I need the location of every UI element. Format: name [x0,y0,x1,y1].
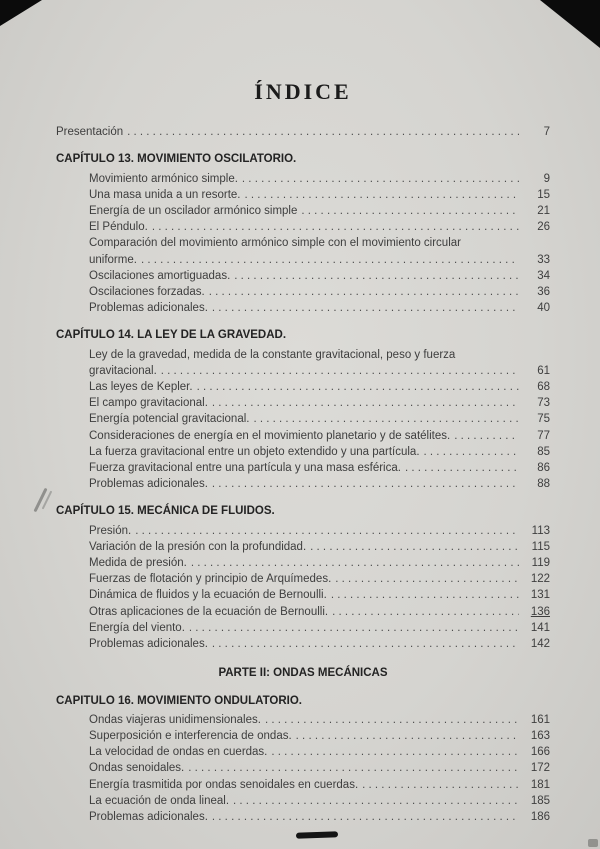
toc-entry-row [89,777,550,793]
page-number: 186 [530,810,550,823]
page-number: 141 [530,621,550,634]
dot-leader [212,809,519,825]
toc-entry [89,636,550,652]
page-number: 122 [530,573,550,586]
page-number: 21 [537,205,550,218]
entry-label: Energía trasmitida por ondas senoidales en cuerdas. [89,778,359,791]
page-number: 77 [537,429,550,442]
entry-label: uniforme. [89,253,137,266]
toc-entry-row [89,219,550,235]
dot-leader [127,124,519,140]
toc-entry-row [89,428,550,444]
dot-leader [301,203,519,219]
chapter-heading: CAPÍTULO 13. MOVIMIENTO OSCILATORIO. [56,153,297,166]
toc-entry [89,809,550,825]
part-heading: PARTE II: ONDAS MECÁNICAS [218,667,388,680]
dot-leader [296,728,519,744]
toc-entry-row [89,571,550,587]
toc-entry [89,347,550,379]
toc-entry [89,219,550,235]
toc-entry [56,124,550,140]
entry-label: gravitacional. [89,364,157,377]
entry-label: La fuerza gravitacional entre un objeto extendido y una partícula. [89,445,420,458]
dot-leader [197,379,519,395]
page-number: 86 [537,462,550,475]
toc-entry [89,411,550,427]
toc-entry [89,587,550,603]
page-number: 131 [530,589,550,602]
entry-label-line1: Comparación del movimiento armónico simple con el movimiento circular [89,237,461,250]
toc-entry-row [89,760,550,776]
entry-label: Energía del viento. [89,621,185,634]
toc-entry [89,777,550,793]
toc-entry [89,284,550,300]
page-number: 61 [537,364,550,377]
dot-leader [189,620,519,636]
entry-label: La velocidad de ondas en cuerdas. [89,746,268,759]
dot-leader [332,604,519,620]
page-number: 68 [537,381,550,394]
page-number: 142 [530,638,550,651]
toc-entry-row [89,187,550,203]
dot-leader [209,284,519,300]
toc-entry [89,744,550,760]
scan-speck-bottom-right [588,839,598,847]
entry-label: Ondas senoidales. [89,762,185,775]
toc-entry [89,604,550,620]
toc-entry-row [89,728,550,744]
dot-leader [191,555,519,571]
entry-label: Problemas adicionales. [89,302,208,315]
entry-label: Energía de un oscilador armónico simple [89,205,298,218]
page-number: 15 [537,188,550,201]
dot-leader [253,411,519,427]
toc-entry-row [89,539,550,555]
toc-entry [89,539,550,555]
entry-label: Problemas adicionales. [89,638,208,651]
page-number: 115 [531,540,550,553]
toc-entry [89,760,550,776]
page-number: 136 [530,605,550,618]
toc-entry [89,444,550,460]
page-title: ÍNDICE [254,79,352,104]
dot-leader [405,460,519,476]
entry-label: Variación de la presión con la profundidad. [89,540,307,553]
entry-label: Una masa unida a un resorte. [89,188,241,201]
toc-entry [89,300,550,316]
page-number: 185 [530,794,550,807]
entry-label: Energía potencial gravitacional. [89,413,250,426]
toc-entry [89,728,550,744]
toc-list [56,124,550,825]
dot-leader [212,636,519,652]
entry-label: Fuerza gravitacional entre una partícula y una masa esférica. [89,462,401,475]
toc-entry-row [89,587,550,603]
toc-entry [89,555,550,571]
toc-entry-row [89,460,550,476]
entry-label: Consideraciones de energía en el movimiento planetario y de satélites. [89,429,451,442]
dot-leader [212,395,519,411]
toc-entry [89,476,550,492]
toc-entry [89,235,550,267]
entry-label: Oscilaciones forzadas. [89,286,205,299]
toc-entry [89,171,550,187]
page-number: 85 [537,445,550,458]
entry-label: Ondas viajeras unidimensionales. [89,713,261,726]
page-number: 73 [537,397,550,410]
entry-label: Movimiento armónico simple. [89,172,238,185]
toc-entry-row [89,476,550,492]
entry-label-line1: Ley de la gravedad, medida de la constante gravitacional, peso y fuerza [89,348,456,361]
toc-entry-row [89,555,550,571]
toc-entry [89,712,550,728]
entry-label: Oscilaciones amortiguadas. [89,269,231,282]
dot-leader [212,476,519,492]
entry-label: Dinámica de fluidos y la ecuación de Bernoulli. [89,589,327,602]
dot-leader [212,300,519,316]
dot-leader [424,444,519,460]
toc-entry-row [89,636,550,652]
page-number: 113 [531,524,550,537]
page-number: 7 [543,126,550,139]
page-number: 75 [537,413,550,426]
dot-leader [331,587,519,603]
dot-leader [152,219,519,235]
toc-entry-row [89,203,550,219]
toc-entry-row [89,793,550,809]
page-number: 9 [543,172,550,185]
toc-entry-row [89,268,550,284]
page-number: 88 [537,478,550,491]
dot-leader [135,523,519,539]
dot-leader [141,252,519,268]
chapter-heading: CAPÍTULO 15. MECÁNICA DE FLUIDOS. [56,505,275,518]
toc-entry-row [89,809,550,825]
dot-leader [310,539,519,555]
page-number: 161 [530,713,550,726]
toc-entry-row [89,712,550,728]
toc-entry-row [56,124,550,140]
page-number: 163 [530,729,550,742]
entry-label: El campo gravitacional. [89,397,208,410]
toc-entry-row [89,300,550,316]
entry-label: Presentación [56,126,124,139]
toc-entry [89,395,550,411]
toc-entry [89,428,550,444]
toc-entry [89,571,550,587]
dot-leader [245,187,519,203]
entry-label: El Péndulo. [89,221,148,234]
entry-label: Problemas adicionales. [89,810,208,823]
page-number: 34 [537,269,550,282]
dot-leader [271,744,519,760]
toc-entry [89,460,550,476]
chapter-heading: CAPITULO 16. MOVIMIENTO ONDULATORIO. [56,694,302,707]
entry-label: Las leyes de Kepler. [89,381,193,394]
toc-entry-row [89,252,550,268]
dot-leader [335,571,519,587]
toc-entry-row [89,744,550,760]
toc-entry-row [89,171,550,187]
toc-entry-row [89,523,550,539]
toc-entry-row [89,411,550,427]
toc-entry-row [89,620,550,636]
toc-entry [89,793,550,809]
dot-leader [362,777,519,793]
entry-label: Otras aplicaciones de la ecuación de Bernoulli. [89,605,329,618]
toc-content [56,79,550,825]
dot-leader [188,760,519,776]
toc-entry-row [89,379,550,395]
toc-entry-row [89,363,550,379]
toc-entry [89,268,550,284]
entry-label: La ecuación de onda lineal. [89,794,230,807]
dot-leader [233,793,519,809]
toc-entry [89,187,550,203]
entry-label: Problemas adicionales. [89,478,208,491]
page-number: 40 [537,302,550,315]
toc-entry-row [89,444,550,460]
toc-entry [89,620,550,636]
page-number: 166 [530,746,550,759]
toc-entry-row [89,284,550,300]
page-number: 119 [531,557,550,570]
dot-leader [265,712,519,728]
toc-entry [89,203,550,219]
toc-entry-row [89,395,550,411]
toc-entry [89,379,550,395]
page-number: 172 [530,762,550,775]
page-number: 33 [537,253,550,266]
dot-leader [454,428,519,444]
dot-leader [161,363,519,379]
toc-entry [89,523,550,539]
page-number: 181 [530,778,550,791]
entry-label: Fuerzas de flotación y principio de Arquímedes. [89,573,332,586]
dot-leader [242,171,519,187]
chapter-heading: CAPÍTULO 14. LA LEY DE LA GRAVEDAD. [56,329,287,342]
toc-entry-row [89,604,550,620]
page-number: 26 [537,221,550,234]
dot-leader [234,268,519,284]
entry-label: Medida de presión. [89,557,187,570]
page-number: 36 [537,286,550,299]
entry-label: Superposición e interferencia de ondas. [89,729,292,742]
entry-label: Presión. [89,524,132,537]
